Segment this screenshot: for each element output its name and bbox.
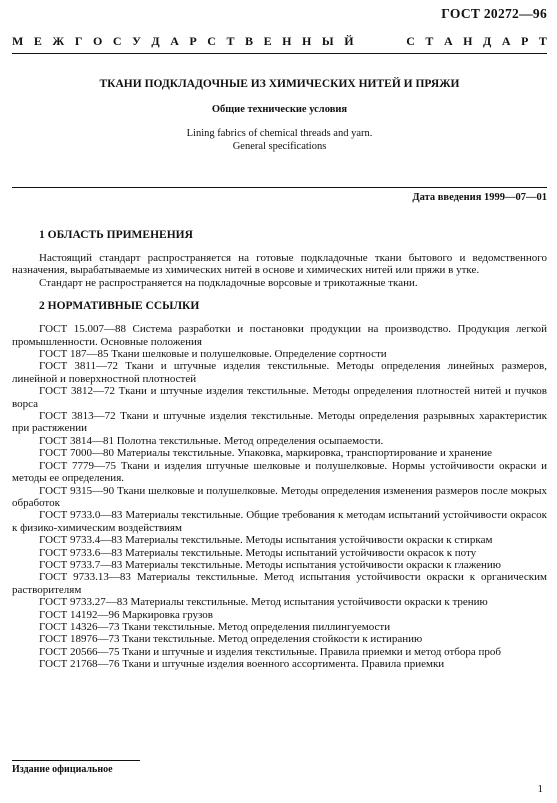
banner-letter: Р — [521, 34, 529, 48]
header-divider — [12, 53, 547, 54]
reference-item: ГОСТ 9733.13—83 Материалы текстильные. Метод испытания устойчивости окраски к органическим растворителям — [12, 571, 547, 596]
banner-letter: Д — [483, 34, 492, 48]
reference-item: ГОСТ 14326—73 Ткани текстильные. Метод определения пиллингуемости — [39, 620, 391, 633]
document-title: ТКАНИ ПОДКЛАДОЧНЫЕ ИЗ ХИМИЧЕСКИХ НИТЕЙ И ПРЯЖИ — [99, 78, 460, 90]
banner-letter: Е — [263, 34, 272, 48]
banner-letter: Г — [74, 34, 83, 48]
banner-letter: Т — [538, 34, 547, 48]
reference-item: ГОСТ 9733.4—83 Материалы текстильные. Методы испытания устойчивости окраски к стиркам — [39, 534, 493, 547]
banner-letter: В — [245, 34, 254, 48]
reference-item: ГОСТ 14192—96 Маркировка грузов — [39, 608, 213, 621]
banner-letter: Н — [282, 34, 292, 48]
title-divider — [12, 187, 547, 188]
reference-item: ГОСТ 9733.27—83 Материалы текстильные. Метод испытания устойчивости окраски к трению — [39, 596, 488, 609]
banner-letter: Д — [151, 34, 160, 48]
banner-letter: С — [406, 34, 415, 48]
banner-letter: Т — [226, 34, 235, 48]
reference-item: ГОСТ 3814—81 Полотна текстильные. Метод определения осыпаемости. — [39, 434, 384, 447]
section-heading: 1 ОБЛАСТЬ ПРИМЕНЕНИЯ — [39, 229, 193, 241]
banner-letter: А — [170, 34, 179, 48]
paragraph: Настоящий стандарт распространяется на готовые подкладочные ткани бытового и ведомственного назначения, вырабатываемые из химических нитей в основе и химических нитей или пряжи в утке. — [12, 252, 547, 277]
document-subtitle: Общие технические условия — [211, 104, 348, 115]
banner-letter: А — [443, 34, 453, 48]
english-title-line: General specifications — [232, 141, 327, 152]
reference-item: ГОСТ 15.007—88 Система разработки и постановки продукции на производство. Продукция легкой промышленности. Основные положения — [12, 323, 547, 348]
interstate-standard-banner — [12, 34, 547, 49]
banner-letter: Й — [344, 34, 354, 48]
banner-letter: Р — [189, 34, 197, 48]
banner-letter: С — [112, 34, 122, 48]
banner-letter: М — [12, 34, 24, 48]
reference-item: ГОСТ 3813—72 Ткани и штучные изделия текстильные. Методы определения разрывных характеристик при растяжении — [12, 410, 547, 435]
effective-date: Дата введения 1999—07—01 — [412, 192, 547, 203]
reference-item: ГОСТ 9733.7—83 Материалы текстильные. Методы испытания устойчивости окраски к глажению — [39, 558, 501, 571]
reference-item: ГОСТ 21768—76 Ткани и штучные изделия военного ассортимента. Правила приемки — [39, 658, 445, 671]
reference-item: ГОСТ 3811—72 Ткани и штучные изделия текстильные. Методы определения линейных размеров, линейной и поверхностной плотностей — [12, 360, 547, 385]
reference-item: ГОСТ 7000—80 Материалы текстильные. Упаковка, маркировка, транспортирование и хранение — [39, 447, 492, 460]
english-title-line: Lining fabrics of chemical threads and yarn. — [186, 128, 373, 139]
banner-letter: Е — [33, 34, 42, 48]
banner-letter: Ж — [52, 34, 65, 48]
footer-divider — [12, 760, 140, 761]
banner-letter: А — [501, 34, 511, 48]
official-edition-label: Издание официальное — [12, 764, 113, 775]
reference-item: ГОСТ 7779—75 Ткани и изделия штучные шелковые и полушелковые. Нормы устойчивости окраски и методы ее определения. — [12, 459, 547, 485]
reference-item: ГОСТ 187—85 Ткани шелковые и полушелковые. Определение сортности — [39, 348, 387, 361]
document-body — [12, 228, 547, 671]
banner-letter: О — [92, 34, 103, 48]
normative-references-list — [12, 323, 547, 670]
page-number: 1 — [537, 783, 543, 795]
reference-item: ГОСТ 9733.6—83 Материалы текстильные. Методы испытаний устойчивости окрасок к поту — [39, 546, 477, 559]
english-title — [12, 127, 547, 153]
reference-item: ГОСТ 3812—72 Ткани и штучные изделия текстильные. Методы определения плотностей нитей и пучков ворса — [12, 385, 547, 410]
banner-letter: Т — [425, 34, 434, 48]
paragraph: Стандарт не распространяется на подкладочные ворсовые и трикотажные ткани. — [39, 276, 418, 289]
reference-item: ГОСТ 9733.0—83 Материалы текстильные. Общие требования к методам испытаний устойчивости окрасок к физико-химическим воздействиям — [12, 509, 547, 534]
document-code: ГОСТ 20272—96 — [441, 6, 547, 21]
banner-letter: Н — [463, 34, 473, 48]
reference-item: ГОСТ 9315—90 Ткани шелковые и полушелковые. Методы определения изменения размеров после мокрых обработок — [12, 484, 547, 509]
banner-letter: Ы — [321, 34, 334, 48]
banner-letter: У — [132, 34, 141, 48]
reference-item: ГОСТ 18976—73 Ткани текстильные. Метод определения стойкости к истиранию — [39, 633, 423, 646]
banner-letter: С — [207, 34, 216, 48]
reference-item: ГОСТ 20566—75 Ткани и штучные и изделия текстильные. Правила приемки и метод отбора проб — [39, 645, 501, 658]
section-heading: 2 НОРМАТИВНЫЕ ССЫЛКИ — [39, 300, 200, 313]
banner-letter: Н — [302, 34, 312, 48]
